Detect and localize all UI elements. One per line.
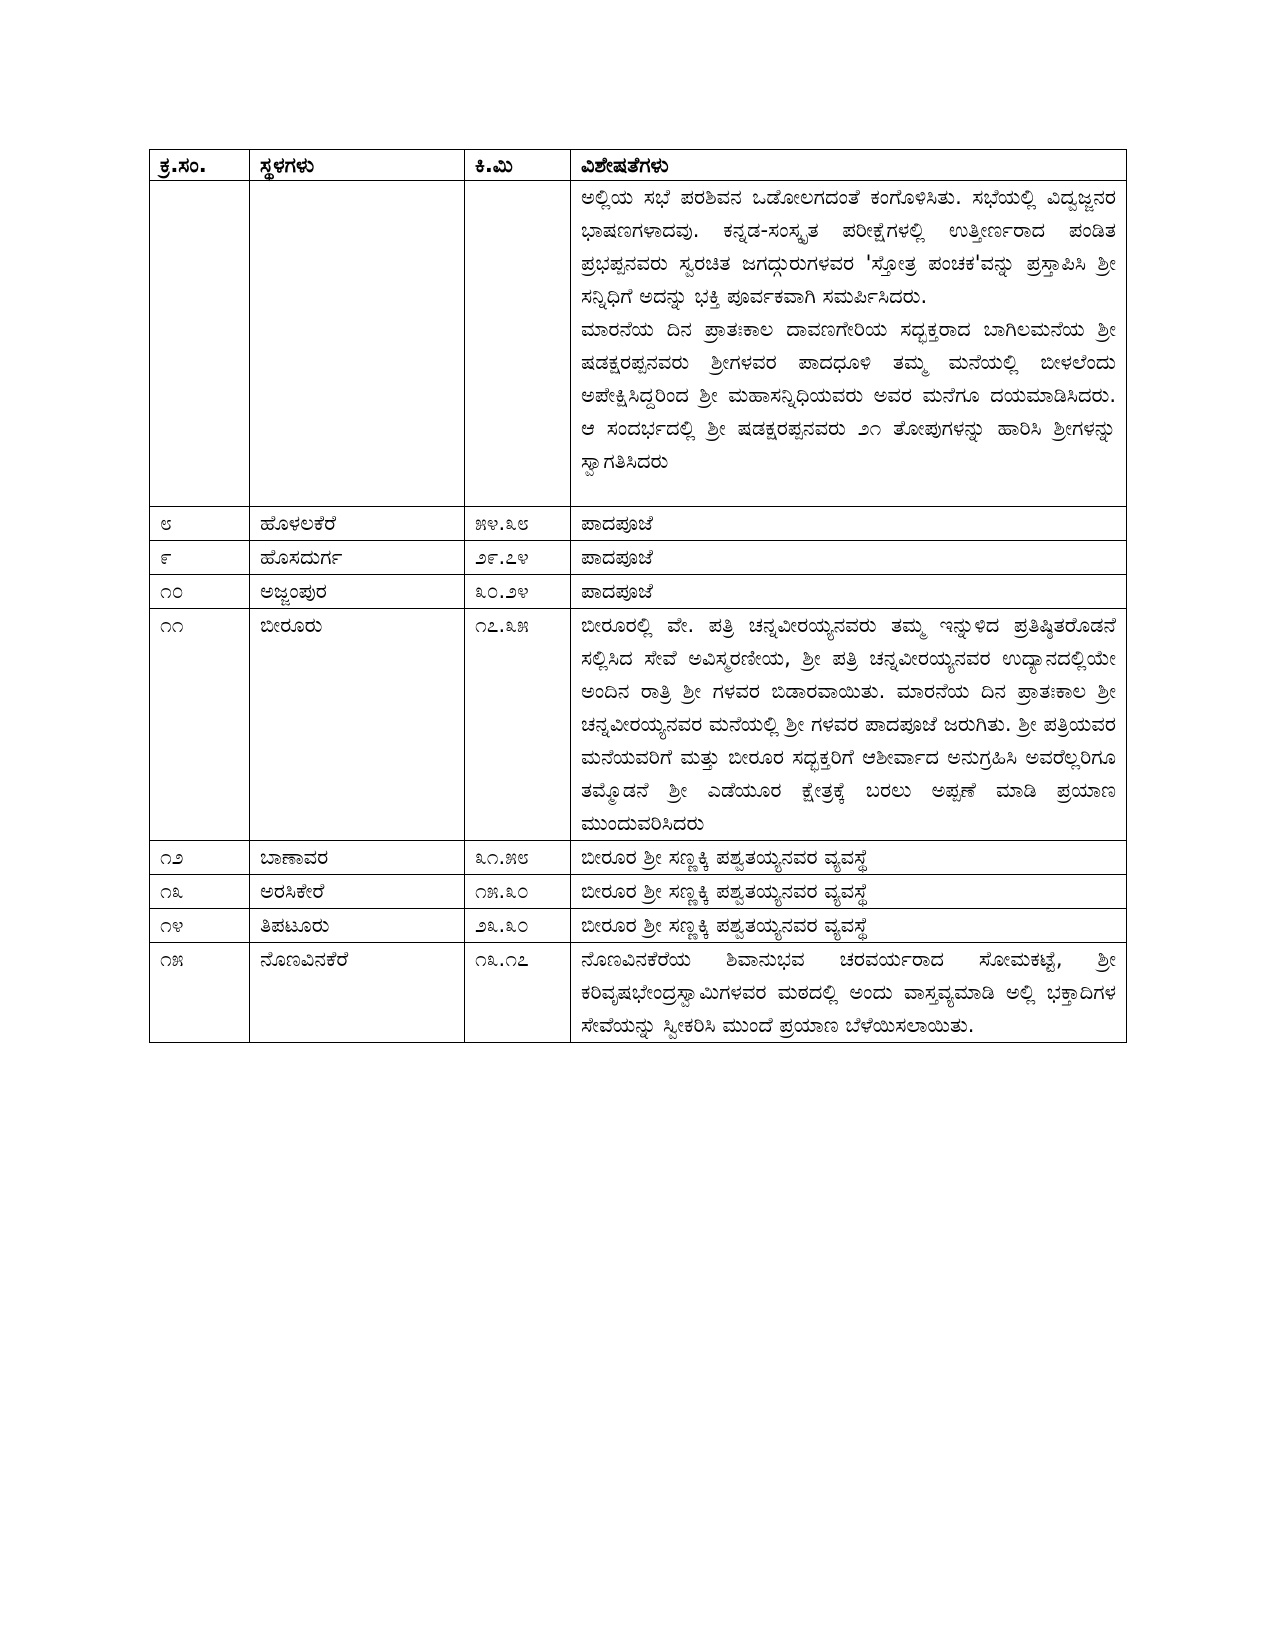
table-row	[150, 875, 1127, 909]
table-row	[150, 181, 1127, 507]
serial-cell: ೮	[150, 507, 250, 541]
serial-cell: ೧೫	[150, 943, 250, 1043]
notes-cell	[571, 875, 1127, 909]
km-cell: ೨೯.೭೪	[465, 541, 571, 575]
notes-cell	[571, 541, 1127, 575]
notes-paragraph: ಬೀರೂರ ಶ್ರೀ ಸಣ್ಣಕ್ಕಿ ಪಶ್ವತಯ್ಯನವರ ವ್ಯವಸ್ಥೆ	[581, 845, 869, 869]
notes-cell	[571, 609, 1127, 841]
notes-paragraph: ಪಾದಪೂಜೆ	[581, 545, 654, 569]
notes-cell	[571, 181, 1127, 507]
notes-cell	[571, 943, 1127, 1043]
km-cell: ೩೦.೨೪	[465, 575, 571, 609]
notes-paragraph: ಪಾದಪೂಜೆ	[581, 579, 654, 603]
serial-cell: ೧೪	[150, 909, 250, 943]
serial-cell: ೧೦	[150, 575, 250, 609]
notes-cell	[571, 507, 1127, 541]
km-cell: ೧೫.೩೦	[465, 875, 571, 909]
header-specialties: ವಿಶೇಷತೆಗಳು	[571, 150, 1127, 181]
table-row	[150, 541, 1127, 575]
header-km: ಕಿ.ಮಿ	[465, 150, 571, 181]
serial-cell: ೯	[150, 541, 250, 575]
notes-paragraph: ಮಾರನೆಯ ದಿನ ಪ್ರಾತಃಕಾಲ ದಾವಣಗೇರಿಯ ಸದ್ಭಕ್ತರಾದ ಬಾಗಿಲಮನೆಯ ಶ್ರೀ ಷಡಕ್ಷರಪ್ಪನವರು ಶ್ರೀಗಳವರ ಪಾದಧೂಳಿ ತಮ್ಮ ಮನೆಯಲ್ಲಿ ಬೀಳಲೆಂದು ಅಪೇಕ್ಷಿಸಿದ್ದರಿಂದ ಶ್ರೀ ಮಹಾಸನ್ನಿಧಿಯವರು ಅವರ ಮನೆಗೂ ದಯಮಾಡಿಸಿದರು. ಆ ಸಂದರ್ಭದಲ್ಲಿ ಶ್ರೀ ಷಡಕ್ಷರಪ್ಪನವರು ೨೧ ತೋಪುಗಳನ್ನು ಹಾರಿಸಿ ಶ್ರೀಗಳನ್ನು ಸ್ವಾಗತಿಸಿದರು	[581, 317, 1116, 473]
notes-paragraph: ಅಲ್ಲಿಯ ಸಭೆ ಪರಶಿವನ ಒಡೋಲಗದಂತೆ ಕಂಗೊಳಿಸಿತು. ಸಭೆಯಲ್ಲಿ ವಿದ್ವಜ್ಜನರ ಭಾಷಣಗಳಾದವು. ಕನ್ನಡ-ಸಂಸ್ಕೃತ ಪರೀಕ್ಷೆಗಳಲ್ಲಿ ಉತ್ತೀರ್ಣರಾದ ಪಂಡಿತ ಪ್ರಭಪ್ಪನವರು ಸ್ವರಚಿತ ಜಗದ್ಗುರುಗಳವರ 'ಸ್ತೋತ್ರ ಪಂಚಕ'ವನ್ನು ಪ್ರಸ್ತಾಪಿಸಿ ಶ್ರೀ ಸನ್ನಿಧಿಗೆ ಅದನ್ನು ಭಕ್ತಿ ಪೂರ್ವಕವಾಗಿ ಸಮರ್ಪಿಸಿದರು.	[581, 185, 1116, 308]
km-cell	[465, 181, 571, 507]
notes-paragraph: ಪಾದಪೂಜೆ	[581, 511, 654, 535]
notes-cell	[571, 909, 1127, 943]
serial-cell: ೧೩	[150, 875, 250, 909]
notes-paragraph: ನೊಣವಿನಕೆರೆಯ ಶಿವಾನುಭವ ಚರವರ್ಯರಾದ ಸೋಮಕಟ್ಟೆ, ಶ್ರೀ ಕರಿವೃಷಭೇಂದ್ರಸ್ವಾಮಿಗಳವರ ಮಠದಲ್ಲಿ ಅಂದು ವಾಸ್ತವ್ಯಮಾಡಿ ಅಲ್ಲಿ ಭಕ್ತಾದಿಗಳ ಸೇವೆಯನ್ನು ಸ್ವೀಕರಿಸಿ ಮುಂದೆ ಪ್ರಯಾಣ ಬೆಳೆಯಿಸಲಾಯಿತು.	[581, 947, 1116, 1037]
header-serial: ಕ್ರ.ಸಂ.	[150, 150, 250, 181]
km-cell: ೨೩.೩೦	[465, 909, 571, 943]
notes-paragraph: ಬೀರೂರ ಶ್ರೀ ಸಣ್ಣಕ್ಕಿ ಪಶ್ವತಯ್ಯನವರ ವ್ಯವಸ್ಥೆ	[581, 913, 869, 937]
table-row	[150, 909, 1127, 943]
place-cell: ಹೊಸದುರ್ಗ	[250, 541, 465, 575]
table-row	[150, 609, 1127, 841]
table-row	[150, 507, 1127, 541]
notes-paragraph: ಬೀರೂರಲ್ಲಿ ವೇ. ಪತ್ರಿ ಚನ್ನವೀರಯ್ಯನವರು ತಮ್ಮ ಇನ್ನುಳಿದ ಪ್ರತಿಷ್ಠಿತರೊಡನೆ ಸಲ್ಲಿಸಿದ ಸೇವೆ ಅವಿಸ್ಮರಣೀಯ, ಶ್ರೀ ಪತ್ರಿ ಚನ್ನವೀರಯ್ಯನವರ ಉದ್ಯಾನದಲ್ಲಿಯೇ ಅಂದಿನ ರಾತ್ರಿ ಶ್ರೀ ಗಳವರ ಬಿಡಾರವಾಯಿತು. ಮಾರನೆಯ ದಿನ ಪ್ರಾತಃಕಾಲ ಶ್ರೀ ಚನ್ನವೀರಯ್ಯನವರ ಮನೆಯಲ್ಲಿ ಶ್ರೀ ಗಳವರ ಪಾದಪೂಜೆ ಜರುಗಿತು. ಶ್ರೀ ಪತ್ರಿಯವರ ಮನೆಯವರಿಗೆ ಮತ್ತು ಬೀರೂರ ಸದ್ಭಕ್ತರಿಗೆ ಆಶೀರ್ವಾದ ಅನುಗ್ರಹಿಸಿ ಅವರೆಲ್ಲರಿಗೂ ತಮ್ಮೊಡನೆ ಶ್ರೀ ಎಡೆಯೂರ ಕ್ಷೇತ್ರಕ್ಕೆ ಬರಲು ಅಪ್ಪಣೆ ಮಾಡಿ ಪ್ರಯಾಣ ಮುಂದುವರಿಸಿದರು	[581, 613, 1116, 835]
table-row	[150, 841, 1127, 875]
place-cell	[250, 181, 465, 507]
itinerary-table	[149, 149, 1127, 1043]
place-cell: ತಿಪಟೂರು	[250, 909, 465, 943]
km-cell: ೧೩.೧೭	[465, 943, 571, 1043]
place-cell: ಹೊಳಲಕೆರೆ	[250, 507, 465, 541]
table-header-row	[150, 150, 1127, 181]
notes-cell	[571, 841, 1127, 875]
km-cell: ೧೭.೩೫	[465, 609, 571, 841]
header-places: ಸ್ಥಳಗಳು	[250, 150, 465, 181]
notes-paragraph: ಬೀರೂರ ಶ್ರೀ ಸಣ್ಣಕ್ಕಿ ಪಶ್ವತಯ್ಯನವರ ವ್ಯವಸ್ಥೆ	[581, 879, 869, 903]
place-cell: ಬೀರೂರು	[250, 609, 465, 841]
table-row	[150, 575, 1127, 609]
place-cell: ಅರಸಿಕೇರೆ	[250, 875, 465, 909]
place-cell: ನೊಣವಿನಕೆರೆ	[250, 943, 465, 1043]
place-cell: ಅಜ್ಜಂಪುರ	[250, 575, 465, 609]
serial-cell	[150, 181, 250, 507]
table-row	[150, 943, 1127, 1043]
place-cell: ಬಾಣಾವರ	[250, 841, 465, 875]
serial-cell: ೧೨	[150, 841, 250, 875]
km-cell: ೫೪.೩೮	[465, 507, 571, 541]
serial-cell: ೧೧	[150, 609, 250, 841]
km-cell: ೩೧.೫೮	[465, 841, 571, 875]
notes-cell	[571, 575, 1127, 609]
